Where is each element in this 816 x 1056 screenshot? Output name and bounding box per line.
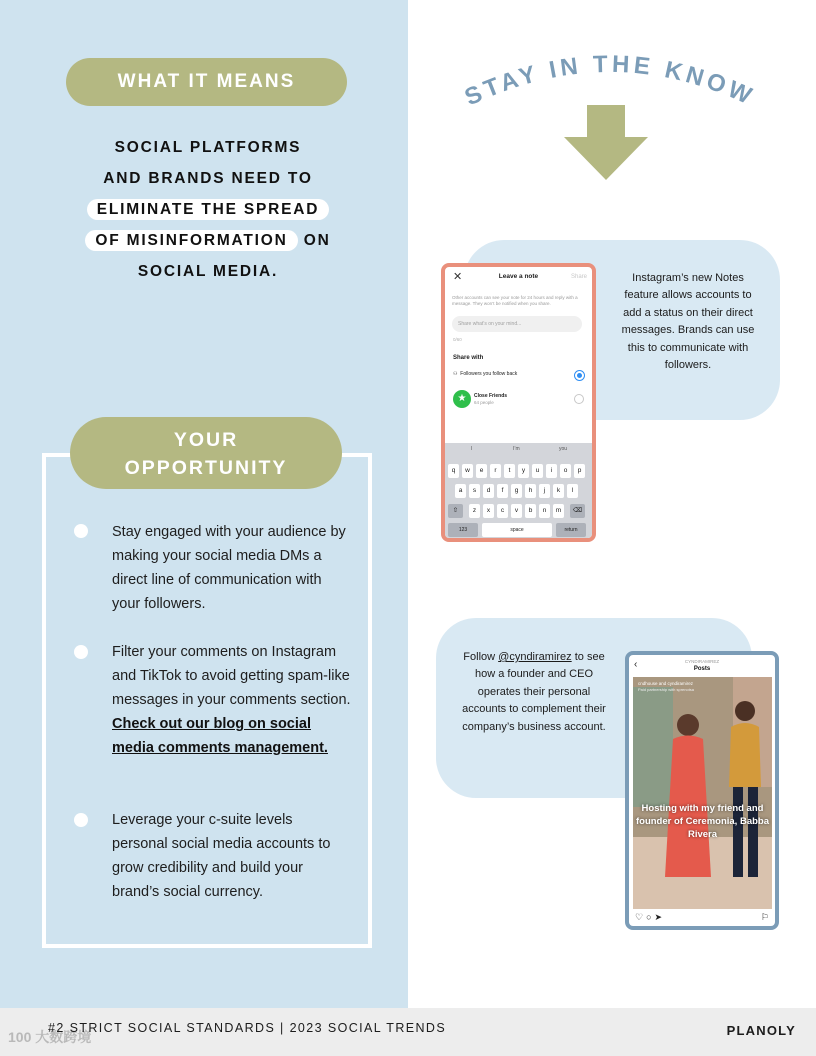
bullet-dot-3 (74, 813, 88, 827)
notes-title: Leave a note (498, 273, 539, 280)
post-caption-sub: Paid partnership with sprenotsa (638, 687, 695, 692)
comment-icon: ○ (646, 912, 655, 922)
stay-in-the-know-text: STAY IN THE KNOW (460, 50, 760, 112)
what-it-means-heading: WHAT IT MEANS (66, 58, 347, 106)
follow-prefix: Follow (463, 651, 496, 663)
users-icon: ⚇ (453, 371, 458, 377)
key-123: 123 (448, 523, 478, 537)
bullet-dot-2 (74, 645, 88, 659)
means-line-4-tail: ON (303, 232, 331, 249)
key: e (476, 464, 487, 478)
key: f (497, 484, 508, 498)
heart-icon: ♡ (635, 912, 647, 922)
backspace-icon: ⌫ (570, 504, 585, 518)
close-friends-count: 64 people (474, 400, 494, 405)
key: x (483, 504, 494, 518)
key: v (511, 504, 522, 518)
blog-link[interactable]: Check out our blog on social media comments management. (112, 716, 328, 756)
means-line-2: AND BRANDS NEED TO (103, 170, 313, 187)
key: m (553, 504, 564, 518)
share-with-label: Share with (453, 355, 484, 361)
key: p (574, 464, 585, 478)
notes-share-button: Share (570, 274, 587, 280)
notes-hint: Other accounts can see your note for 24 hours and reply with a message. They won’t be notified when you share. (452, 295, 578, 306)
notes-phone-screenshot (441, 263, 596, 542)
share-option-followers (453, 371, 517, 377)
means-line-1: SOCIAL PLATFORMS (114, 139, 302, 156)
key: t (504, 464, 515, 478)
footer-section-title: #2 STRICT SOCIAL STANDARDS | 2023 SOCIAL TRENDS (48, 1021, 447, 1035)
post-caption-handle: cndhouse and cyndiramirez (638, 681, 694, 686)
means-line-3: ELIMINATE THE SPREAD (87, 199, 330, 220)
key: c (497, 504, 508, 518)
svg-text:STAY IN THE KNOW (461, 51, 759, 112)
follow-description (460, 649, 608, 736)
radio-empty-icon (574, 394, 584, 404)
posts-title: Posts (693, 666, 711, 672)
key: l (567, 484, 578, 498)
suggestion-2: I’m (513, 446, 520, 452)
key: z (469, 504, 480, 518)
bullet-text-3: Leverage your c-suite levels personal social media accounts to grow credibility and build your brand’s social currency. (112, 812, 331, 900)
key: j (539, 484, 550, 498)
star-icon: ★ (453, 390, 471, 408)
note-input: Share what’s on your mind... (452, 316, 582, 332)
share-icon: ➤ (654, 912, 666, 922)
key: w (462, 464, 473, 478)
post-action-icons (635, 912, 665, 923)
key: g (511, 484, 522, 498)
bullet-dot-1 (74, 524, 88, 538)
key: k (553, 484, 564, 498)
key: q (448, 464, 459, 478)
key-space: space (482, 523, 552, 537)
key: o (560, 464, 571, 478)
close-friends-label: Close Friends (474, 393, 508, 399)
suggestion-3: you (559, 446, 568, 452)
close-icon: ✕ (453, 271, 463, 283)
follow-body: to see how a founder and CEO operates their personal accounts to complement their company’s business account. (462, 651, 606, 733)
key: d (483, 484, 494, 498)
notes-description: Instagram’s new Notes feature allows accounts to add a status on their direct messages. Brands can use this to communicate with followers. (621, 272, 755, 372)
key: r (490, 464, 501, 478)
your-opportunity-heading (70, 417, 342, 489)
note-char-count: 0/60 (453, 337, 462, 342)
key: y (518, 464, 529, 478)
shift-icon: ⇧ (448, 504, 463, 518)
key: u (532, 464, 543, 478)
followers-option-label: Followers you follow back (460, 371, 518, 377)
bullet-2-body: Filter your comments on Instagram and TikTok to avoid getting spam-like messages in your comments section. (112, 644, 351, 708)
key-return: return (556, 523, 586, 537)
key: h (525, 484, 536, 498)
post-handle: CYNDIRAMIREZ (684, 659, 720, 664)
key: s (469, 484, 480, 498)
opportunity-line-2: OPPORTUNITY (124, 457, 288, 479)
back-chevron-icon: ‹ (634, 659, 638, 670)
radio-selected-icon (575, 371, 584, 380)
keyboard (445, 443, 592, 542)
people-illustration (633, 677, 772, 909)
post-overlay-text: Hosting with my friend and founder of Ceremonia, Babba Rivera (635, 803, 769, 840)
bullet-text-2 (112, 640, 352, 760)
down-arrow-icon (560, 105, 652, 183)
brand-logo: PLANOLY (726, 1023, 796, 1038)
bookmark-icon: ⚐ (760, 912, 769, 922)
watermark: 100 大数跨境 (8, 1029, 92, 1045)
post-phone-screenshot (625, 651, 779, 930)
post-photo (633, 677, 772, 909)
key: b (525, 504, 536, 518)
key: n (539, 504, 550, 518)
key: i (546, 464, 557, 478)
opportunity-line-1: YOUR (173, 429, 239, 451)
suggestion-1: I (471, 446, 473, 452)
key: a (455, 484, 466, 498)
bullet-text-1: Stay engaged with your audience by making your social media DMs a direct line of communication with your followers. (112, 524, 346, 612)
means-line-4: OF MISINFORMATION (85, 230, 297, 251)
follow-handle-link[interactable]: @cyndiramirez (498, 651, 572, 663)
means-statement (60, 132, 356, 287)
means-line-5: SOCIAL MEDIA. (137, 263, 279, 280)
